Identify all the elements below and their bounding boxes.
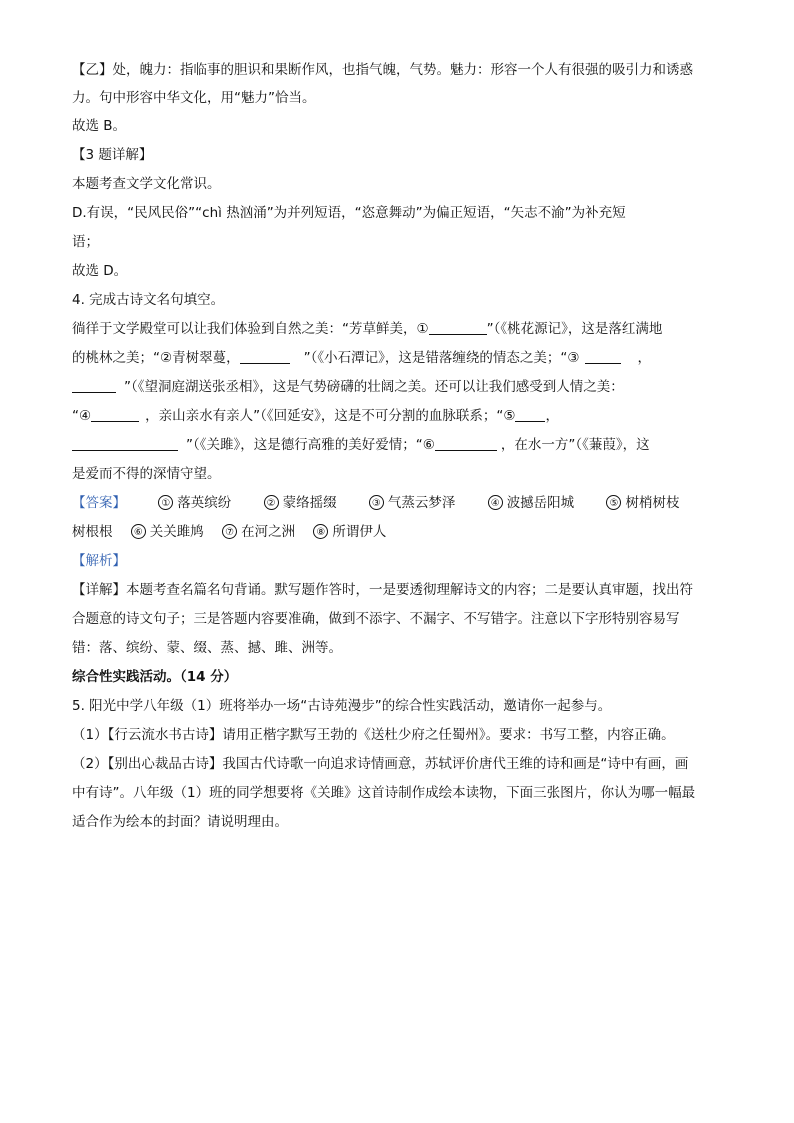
answer-line	[72, 522, 386, 544]
answer-item	[369, 493, 456, 515]
text-line: 是爱而不得的深情守望。	[72, 466, 221, 482]
answer-text: 落英缤纷	[177, 495, 232, 511]
text-segment: 的桃林之美；“②青树翠蔓，	[72, 350, 240, 366]
text-segment: ”（《望洞庭湖送张丞相》，这是气势磅礴的壮阔之美。还可以让我们感受到人情之美：	[124, 379, 624, 395]
text-line: （2）【别出心裁品古诗】我国古代诗歌一向追求诗情画意，苏轼评价唐代王维的诗和画是“诗中有画，画	[72, 756, 689, 772]
text-segment: ”（《小石潭记》，这是错落缠绕的情态之美；“③	[303, 350, 580, 366]
answer-text: 关关雎鸠	[149, 524, 204, 540]
text-line: 本题考查文学文化常识。	[72, 176, 221, 192]
text-segment: ，	[637, 350, 651, 366]
blank-line	[91, 408, 139, 423]
answer-number: ③	[369, 495, 384, 510]
blank-line	[240, 350, 290, 365]
text-segment: ，在水一方”（《蒹葭》，这	[500, 437, 650, 453]
blank-line	[435, 437, 497, 452]
text-line: 【详解】本题考查名篇名句背诵。默写题作答时，一是要透彻理解诗文的内容；二是要认真审题，找出符	[72, 582, 693, 598]
answer-text: 所谓伊人	[332, 524, 387, 540]
question-heading: 4. 完成古诗文名句填空。	[72, 292, 225, 308]
answer-number: ⑥	[131, 524, 146, 539]
text-segment: ，	[545, 408, 559, 424]
answer-text: 树梢树枝	[625, 495, 680, 511]
answer-number: ⑧	[313, 524, 328, 539]
answer-text: 波撼岳阳城	[506, 495, 575, 511]
text-line: 力。句中形容中华文化，用“魅力”恰当。	[72, 90, 316, 106]
text-line	[72, 319, 662, 341]
answer-number: ④	[488, 495, 503, 510]
answer-text: 在河之洲	[241, 524, 296, 540]
blank-line	[515, 408, 545, 423]
blank-line	[585, 350, 621, 365]
text-segment: ”（《关雎》，这是德行高雅的美好爱情；“⑥	[186, 437, 435, 453]
text-segment: ”（《桃花源记》，这是落红满地	[486, 321, 663, 337]
blank-line	[429, 321, 487, 336]
text-line: 语；	[72, 234, 99, 250]
text-segment: 徜徉于文学殿堂可以让我们体验到自然之美：“芳草鲜美，①	[72, 321, 429, 337]
analysis-label: 【解析】	[72, 553, 126, 569]
text-line: 合题意的诗文句子；三是答题内容要准确，做到不添字、不漏字、不写错字。注意以下字形特别容易写	[72, 611, 680, 627]
answer-number: ⑦	[222, 524, 237, 539]
answer-text: 气蒸云梦泽	[387, 495, 456, 511]
text-line	[72, 406, 559, 428]
answer-text: 蒙络摇缀	[282, 495, 337, 511]
answer-line	[72, 493, 679, 515]
text-line: 适合作为绘本的封面？请说明理由。	[72, 814, 288, 830]
answer-text: 树根根	[72, 524, 113, 540]
text-line	[72, 435, 650, 457]
answer-item	[606, 493, 679, 515]
answer-item	[488, 493, 575, 515]
text-segment: “④	[72, 408, 92, 424]
text-line: 【3 题详解】	[72, 147, 153, 163]
answer-item	[222, 522, 295, 544]
answer-number: ②	[264, 495, 279, 510]
answer-number: ①	[158, 495, 173, 510]
answer-number: ⑤	[606, 495, 621, 510]
text-line: （1）【行云流水书古诗】请用正楷字默写王勃的《送杜少府之任蜀州》。要求：书写工整，内容正确。	[72, 727, 675, 743]
blank-line	[72, 437, 178, 452]
text-segment: ，亲山亲水有亲人”（《回延安》，这是不可分割的血脉联系；“⑤	[145, 408, 516, 424]
text-line: 中有诗”。八年级（1）班的同学想要将《关雎》这首诗制作成绘本读物，下面三张图片，你认为哪一幅最	[72, 785, 696, 801]
text-line: 错：落、缤纷、蒙、缀、蒸、撼、雎、洲等。	[72, 640, 342, 656]
text-line	[72, 377, 624, 399]
text-line	[72, 348, 651, 370]
answer-item	[158, 493, 231, 515]
blank-line	[72, 379, 116, 394]
text-line: D.有误，“民风民俗”“chì 热汹涌”为并列短语，“恣意舞动”为偏正短语，“矢志不渝”为补充短	[72, 205, 626, 221]
text-line: 5. 阳光中学八年级（1）班将举办一场“古诗苑漫步”的综合性实践活动，邀请你一起参与。	[72, 698, 612, 714]
text-line: 故选 D。	[72, 263, 128, 279]
answer-item	[313, 522, 386, 544]
answer-item	[131, 522, 204, 544]
answer-label: 【答案】	[72, 495, 126, 511]
section-title: 综合性实践活动。（14 分）	[72, 669, 238, 685]
answer-item	[264, 493, 337, 515]
text-line: 【乙】处，魄力：指临事的胆识和果断作风，也指气魄，气势。魅力：形容一个人有很强的吸引力和诱惑	[72, 62, 693, 78]
text-line: 故选 B。	[72, 118, 127, 134]
